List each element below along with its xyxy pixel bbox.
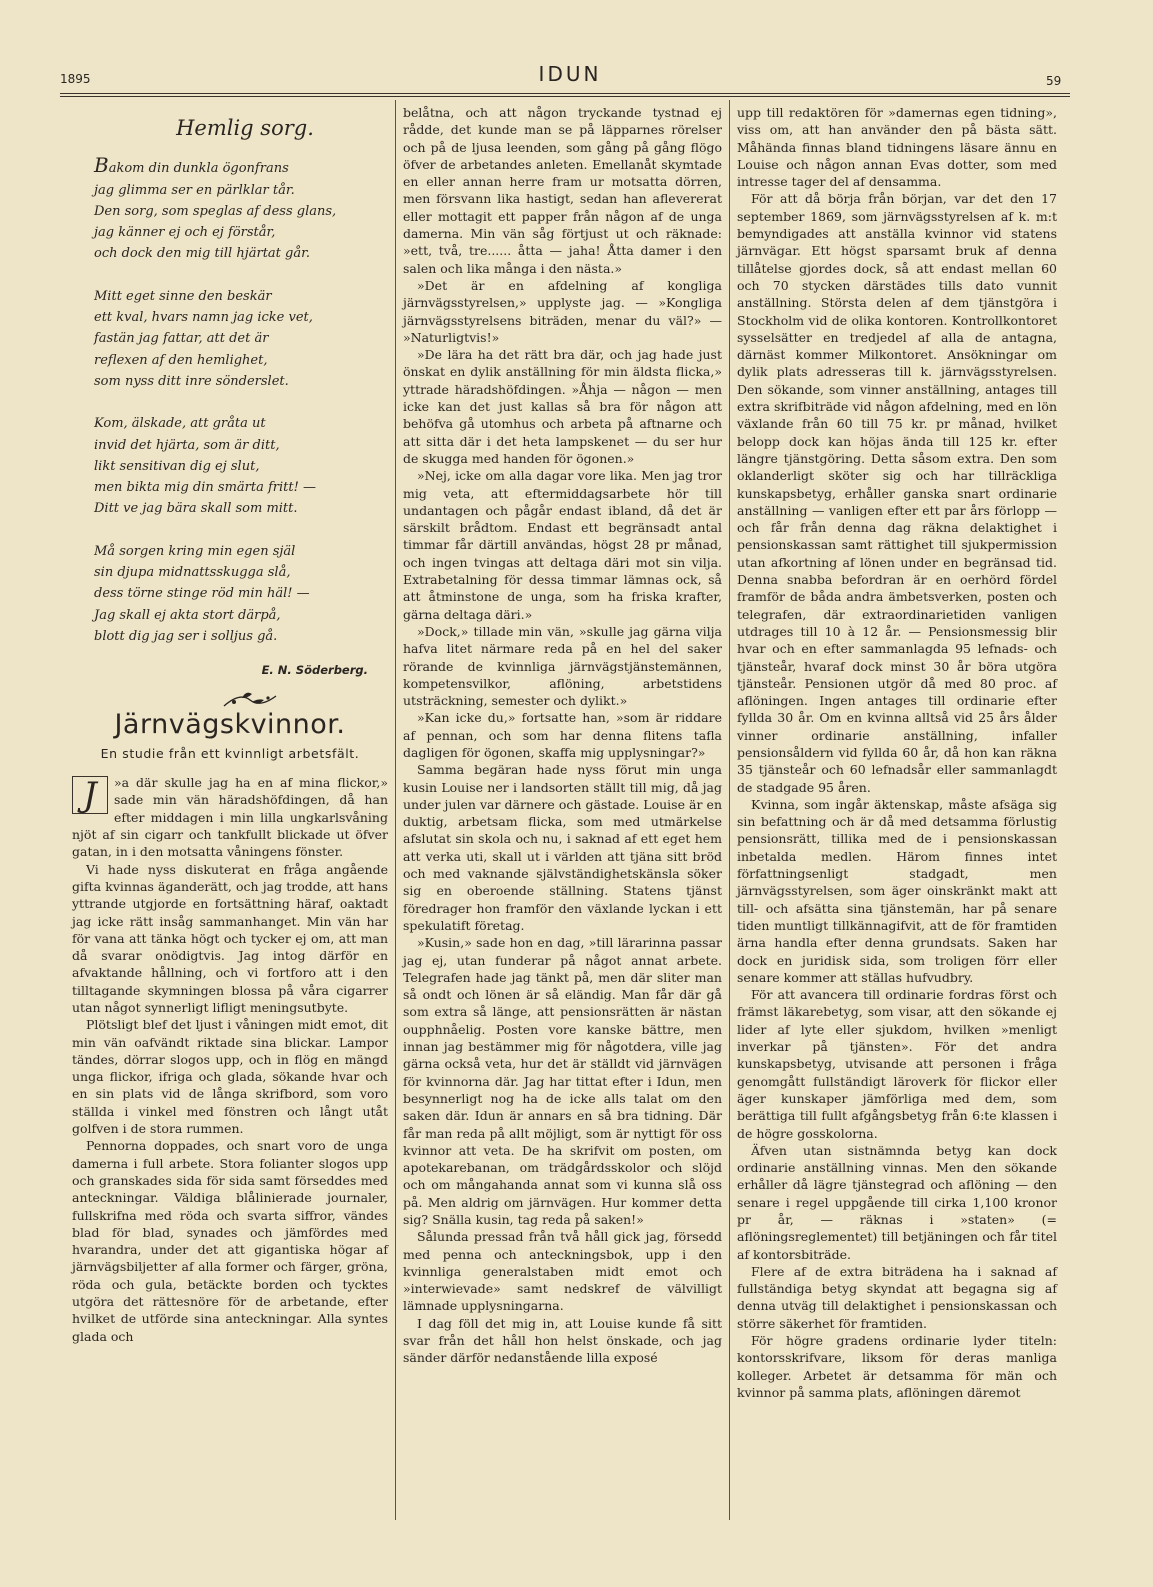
article-paragraph: För att då börja från början, var det den 17 september 1869, som järnvägsstyrelsen af k. m:t bemyndigades att anställa kvinnor vid statens järnvägar. Ett högst sparsamt bruk af denna tillåtelse gjordes dock, så att endast mellan 60 och 70 stycken därstädes tills dato vunnit anställning. Största delen af dem tjänstgöra i Stockholm vid de olika kontoren. Kontrollkontoret sysselsätter en tredjedel af alla de antagna, därnäst kommer Milkontoret. Ansökningar om dylik plats adresseras till k. järnvägsstyrelsen. Den sökande, som vinner anställning, antages till extra skrifbiträde vid någon afdelning, med en lön växlande från 60 till 75 kr. pr månad, hvilket belopp dock kan höjas ända till 125 kr. efter längre tjänstgöring. Detta såsom extra. Den som oklanderligt sköter sig och har tillräckliga kunskapsbetyg, erhåller ganska snart ordinarie anställning — vanligen efter ett par års förlopp — och får från denna dag räkna delaktighet i pensionskassan samt rättighet till sjukpermission utan afkortning af lönen under en begränsad tid. Denna snabba befordran är en oerhörd fördel framför de båda andra ämbetsverken, posten och telegrafen, där extraordinarietiden vanligen utdrages till 10 à 12 år. — Pensionsmessig blir hvar och en efter sammanlagda 95 lefnads- och tjänsteår, hvaraf dock minst 30 år böra utgöra tjänsteår. Pensionen utgör då med 80 proc. af aflöningen. Ingen antages till ordinarie efter fyllda 30 år. Om en kvinna alltså vid 25 års ålder vinner ordinarie anställning, infaller pensionsåldern vid fyllda 60 år, då hon kan räkna 35 tjänsteår och 60 lefnadsår eller sammanlagdt de stadgade 95 åren. (737, 191, 1057, 795)
drop-cap: J (72, 776, 108, 814)
header-rule-top (60, 93, 1070, 94)
poem-signature: E. N. Söderberg. (261, 663, 368, 678)
poem-stanza-4 (94, 541, 388, 647)
article-paragraph: J »a där skulle jag ha en af mina flickor,» sade min vän häradshöfdingen, då han efter middagen i min lilla ungkarlsvåning njöt af sin cigarr och tankfullt blickade ut öfver gatan, in i den motsatta våningens fönster. (72, 775, 388, 860)
article-paragraph: »De lära ha det rätt bra där, och jag hade just önskat en dylik anställning för min äldsta flicka,» yttrade häradshöfdingen. »Åhja — någon — men icke kan det just kallas så bra för någon att behöfva gå utomhus och arbeta på aftnarne och att sitta där i det heta lampskenet — du ser hur de skugga med handen för ögonen.» (403, 347, 722, 466)
article-paragraph: Plötsligt blef det ljust i våningen midt emot, dit min vän oafvändt riktade sina blickar. Lampor tändes, dörrar slogos upp, och in flög en mängd unga flickor, ifriga och glada, sökande hvar och en sin plats vid de långa skrifbord, som voro ställda i vinkel med fönstren och långt utåt golfven i de stora rummen. (72, 1017, 388, 1137)
article-paragraph: Samma begäran hade nyss förut min unga kusin Louise ner i landsorten ställt till mig, då jag under julen var därnere och gästade. Louise är en duktig, arbetsam flicka, som med utmärkelse afslutat sin skola och nu, i saknad af ett eget hem att verka uti, skall ut i världen att tjäna sitt bröd och med vaknande självständighetskänsla söker sig en oberoende ställning. Statens tjänst föredrager hon framför den växlande lyckan i ett spekulatift företag. (403, 762, 722, 933)
poem-initial: B (94, 153, 109, 178)
poem-line: som nyss ditt inre sönderslet. (94, 373, 289, 389)
article-paragraph: »Kusin,» sade hon en dag, »till lärarinna passar jag ej, utan funderar på något annat arbete. Telegrafen hade jag tänkt på, men där sliter man så ondt och lönen är så eländig. Man får där gå som extra så länge, att pensionsrätten är nästan oupphnåelig. Posten vore kanske bättre, men innan jag bestämmer mig för någotdera, ville jag gärna också veta, hur det är ställdt vid järnvägen för kvinnorna där. Jag har tittat efter i Idun, men besynnerligt nog ha de icke alls talat om den saken där. Idun är annars en så bra tidning. Där får man reda på allt möjligt, som är nyttigt för oss kvinnor att veta. De ha skrifvit om posten, om apotekarebanan, om trädgårdsskolor och slöjd och om mångahanda annat som vi kunna slå oss på. Men aldrig om järnvägen. Hur kommer detta sig? Snälla kusin, tag reda på saken!» (403, 935, 722, 1227)
article-paragraph: Äfven utan sistnämnda betyg kan dock ordinarie anställning vinnas. Men den sökande erhåller då lägre tjänstegrad och aflöning — den senare i regel uppgående till cirka 1,100 kronor pr år, — räknas i »staten» (= aflöningsreglementet) till betjäningen och får titel af kontorsbiträde. (737, 1142, 1057, 1262)
masthead: IDUN (538, 62, 602, 86)
article-paragraph: »Nej, icke om alla dagar vore lika. Men jag tror mig veta, att eftermiddagsarbete hör till undantagen och pågår endast ibland, då det är särskilt brådtom. Endast ett begränsadt antal timmar får därtill användas, högst 28 pr månad, och ingen tvingas att deltaga däri mot sin vilja. Extrabetalning för dessa timmar lämnas ock, så att åtminstone de unga, som ha friska krafter, gärna deltaga däri.» (403, 468, 722, 622)
poem-line: fastän jag fattar, att det är (94, 331, 269, 347)
column-1 (72, 104, 388, 1345)
poem-line: Den sorg, som speglas af dess glans, (94, 203, 337, 219)
article-paragraph: För att avancera till ordinarie fordras först och främst läkarebetyg, som visar, att den sökande ej lider af lyte eller sjukdom, hvilken »menligt inverkar på tjänsten». För det andra kunskapsbetyg, utvisande att personen i fråga genomgått fullständigt läroverk för flickor eller äger kunskaper jämförliga med dem, som berättiga till fullt afgångsbetyg från 6:te klassen i de högre gosskolorna. (737, 987, 1057, 1141)
column-divider-2 (729, 100, 730, 1520)
floral-ornament-icon (220, 686, 280, 712)
article-paragraph: Sålunda pressad från två håll gick jag, försedd med penna och anteckningsbok, upp i den kvinnliga generalstaben midt emot och »interwievade» samt nedskref de välvilligt lämnade upplysningarna. (403, 1229, 722, 1314)
column-3 (737, 104, 1057, 1401)
article-paragraph: Kvinna, som ingår äktenskap, måste afsäga sig sin befattning och är då med detsamma förlustig pensionsrätt, tillika med de i pensionskassan inbetalda medlen. Härom finnes intet författningsenligt stadgadt, men järnvägsstyrelsen, som äger oinskränkt makt att till- och afsätta sina tjänstemän, har på senare tiden muntligt tillkännagifvit, att de för framtiden ärna handla efter denna grundsats. Saken har dock en juridisk sida, som troligen förr eller senare kommer att ställas hufvudbry. (737, 796, 1057, 985)
poem-line: men bikta mig din smärta fritt! — (94, 480, 316, 496)
header-rule-bottom (60, 96, 1070, 97)
poem-line: dess törne stinge röd min häl! — (94, 586, 310, 602)
poem-line: invid det hjärta, som är ditt, (94, 437, 280, 453)
poem-line: och dock den mig till hjärtat går. (94, 246, 311, 262)
poem-line: sin djupa midnattsskugga slå, (94, 565, 291, 581)
article-paragraph: Vi hade nyss diskuterat en fråga angående gifta kvinnas äganderätt, och jag trodde, att hans yttrande utgjorde en fortsättning häraf, oaktadt jag icke rätt insåg sammanhanget. Min vän har för vana att tänka högt och tycker ej om, att man då svarar onödigtvis. Jag intog därför en afvaktande hållning, och vi fortforo att i den tilltagande skymningen blossa på våra cigarrer utan något synnerligt lifligt meningsutbyte. (72, 861, 388, 1015)
article-subtitle: En studie från ett kvinnligt arbetsfält. (100, 745, 360, 761)
poem-line: Jag skall ej akta stort därpå, (94, 607, 281, 623)
poem-line: Mitt eget sinne den beskär (94, 288, 272, 304)
article-paragraph: »Det är en afdelning af kongliga järnvägsstyrelsen,» upplyste jag. — »Kongliga järnvägsstyrelsens biträden, menar du väl?» — »Naturligtvis!» (403, 277, 722, 345)
poem-stanza-1 (94, 155, 388, 264)
poem-line: likt sensitivan dig ej slut, (94, 458, 260, 474)
poem-stanza-3 (94, 413, 388, 519)
article-paragraph: I dag föll det mig in, att Louise kunde få sitt svar från det håll hon helst önskade, och jag sänder därför nedanstående lilla exposé (403, 1315, 722, 1366)
poem-first-line: akom din dunkla ögonfrans (108, 161, 289, 177)
article-paragraph: belåtna, och att någon tryckande tystnad ej rådde, det kunde man se på läpparnes rörelser och på de ljusa leenden, som gång på gång flögo öfver de arbetandes anleten. Emellanåt skymtade en eller annan herre fram ur motsatta dörren, men försvann lika hastigt, sedan han aflevererat eller mottagit ett papper från någon af de unga damerna. Min vän såg förtjust ut och räknade: »ett, två, tre...... åtta — jaha! Åtta damer i den salen och lika många i den nästa.» (403, 105, 722, 276)
poem-line: blott dig jag ser i solljus gå. (94, 628, 278, 644)
poem-title: Hemlig sorg. (176, 116, 314, 140)
poem-line: Kom, älskade, att gråta ut (94, 416, 266, 432)
article-paragraph: upp till redaktören för »damernas egen tidning», viss om, att han använder den på bästa sätt. Måhända finnas bland tidningens läsare ännu en Louise och någon annan Evas dotter, som med intresse tager del af densamma. (737, 105, 1057, 190)
article-paragraph: »Dock,» tillade min vän, »skulle jag gärna vilja hafva litet närmare reda på en hel del saker rörande de kvinnliga järnvägstjänstemännen, kompetensvilkor, aflöning, arbetstidens utsträckning, semester och dylikt.» (403, 623, 722, 709)
poem-line: ett kval, hvars namn jag icke vet, (94, 310, 313, 326)
article-paragraph: För högre gradens ordinarie lyder titeln: kontorsskrifvare, liksom för deras manliga kolleger. Arbetet är detsamma för män och kvinnor på samma plats, aflöningen däremot (737, 1333, 1057, 1400)
article-paragraph: Pennorna doppades, och snart voro de unga damerna i full arbete. Stora folianter slogos upp och granskades sida för sida samt förseddes med anteckningar. Väldiga blålinierade journaler, fullskrifna med röda och svarta siffror, vändes blad för blad, synades och jämfördes med hvarandra, under det att gigantiska högar af järnvägsbiljetter af alla former och färger, gröna, röda och gula, betäckte borden och tycktes utgöra det rättesnöre för de arbetande, efter hvilket de utförde sina anteckningar. Alla syntes glada och (72, 1138, 388, 1344)
article-paragraph: »Kan icke du,» fortsatte han, »som är riddare af pennan, och som har denna flitens tafla dagligen för ögonen, skaffa mig upplysningar?» (403, 710, 722, 760)
poem-stanza-2 (94, 286, 388, 392)
page-header (0, 62, 1153, 96)
year: 1895 (60, 72, 91, 86)
column-divider-1 (395, 100, 396, 1520)
page-number: 59 (1046, 74, 1062, 88)
poem-line: Ditt ve jag bära skall som mitt. (94, 501, 298, 517)
column-2 (403, 104, 722, 1367)
poem-line: jag känner ej och ej förstår, (94, 225, 276, 241)
article-paragraph: Flere af de extra biträdena ha i saknad af fullständiga betyg skyndat att begagna sig af denna utväg till delaktighet i pensionskassan och större säkerhet för framtiden. (737, 1263, 1057, 1331)
poem-line: Må sorgen kring min egen själ (94, 543, 296, 559)
article-title: Järnvägskvinnor. (114, 708, 346, 740)
poem-line: jag glimma ser en pärlklar tår. (94, 182, 295, 198)
poem-line: reflexen af den hemlighet, (94, 352, 268, 368)
